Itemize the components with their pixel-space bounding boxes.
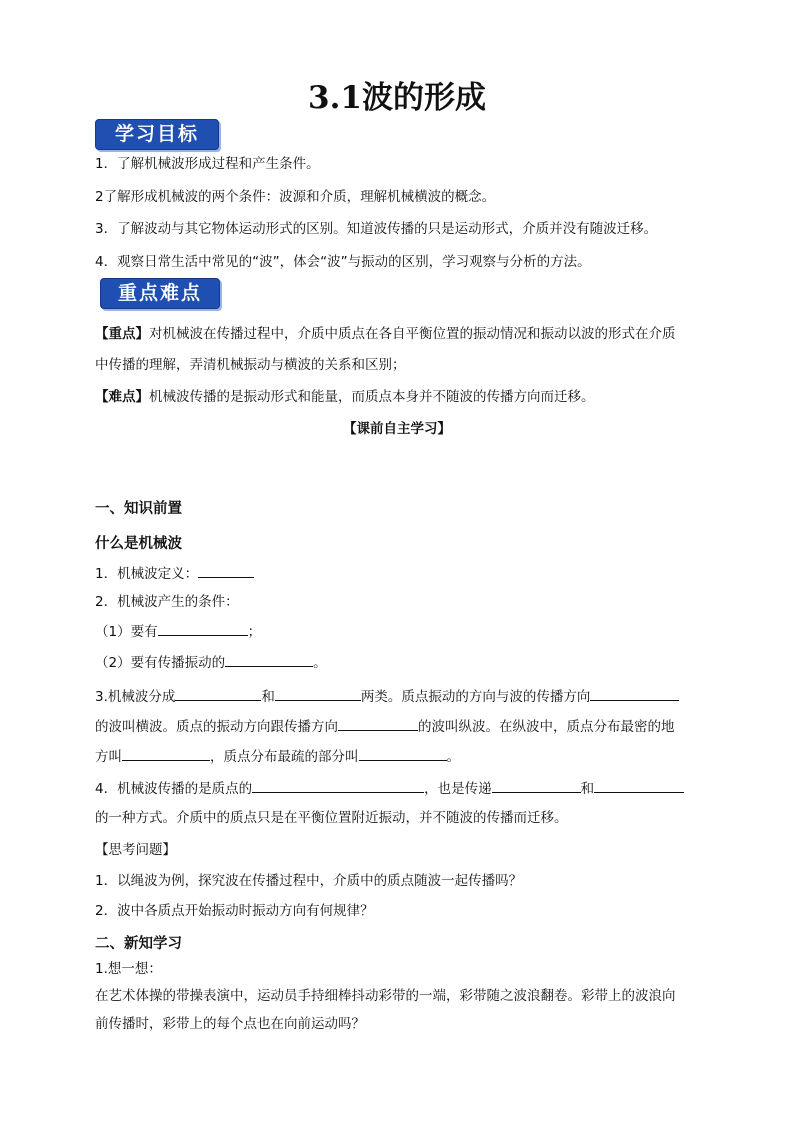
q3-blank-1 xyxy=(175,686,261,701)
objective-4: 4．观察日常生活中常见的“波”，体会“波”与振动的区别，学习观察与分析的方法。 xyxy=(95,254,591,270)
difficulty-text: 机械波传播的是振动形式和能量，而质点本身并不随波的传播方向而迁移。 xyxy=(149,389,595,405)
focus-line-2: 中传播的理解，弄清机械振动与横波的关系和区别； xyxy=(95,357,406,373)
focus-label: 【重点】 xyxy=(95,326,149,342)
q3-text-a: 3.机械波分成 xyxy=(95,689,176,705)
difficulty-line xyxy=(95,387,595,407)
focus-line-1 xyxy=(95,324,676,344)
q4-text-a: 4．机械波传播的是质点的 xyxy=(95,781,253,797)
keypoints-badge: 重点难点 xyxy=(100,278,220,309)
q3-blank-5 xyxy=(122,746,210,761)
q3-text-d: 的波叫横波。质点的振动方向跟传播方向 xyxy=(95,719,338,735)
q2a-text: （1）要有 xyxy=(95,624,158,640)
q3-text-f: 方叫 xyxy=(95,749,122,765)
q4-blank-2 xyxy=(492,778,581,793)
q2a-line xyxy=(95,621,261,642)
part1-subheading: 什么是机械波 xyxy=(95,536,182,552)
focus-text: 对机械波在传播过程中，介质中质点在各自平衡位置的振动情况和振动以波的形式在介质 xyxy=(149,326,676,342)
part1-heading: 一、知识前置 xyxy=(95,501,182,517)
q4-blank-3 xyxy=(594,778,684,793)
q4-text-b: ，也是传递 xyxy=(424,781,492,797)
q4-text-c: 和 xyxy=(580,781,595,797)
section-center-heading: 【课前自主学习】 xyxy=(343,421,451,437)
q2a-blank xyxy=(158,621,248,636)
think-question-1: 1．以绳波为例，探究波在传播过程中，介质中的质点随波一起传播吗？ xyxy=(95,873,523,889)
part2-heading: 二、新知学习 xyxy=(95,936,182,952)
q3-text-g: ，质点分布最疏的部分叫 xyxy=(210,749,359,765)
q2-line: 2．机械波产生的条件： xyxy=(95,594,239,610)
objective-2: 2了解形成机械波的两个条件：波源和介质，理解机械横波的概念。 xyxy=(95,189,496,205)
q3-blank-3 xyxy=(590,686,679,701)
q2b-line xyxy=(95,652,327,673)
q2b-end: 。 xyxy=(313,655,327,671)
q4-line-2: 的一种方式。介质中的质点只是在平衡位置附近振动，并不随波的传播而迁移。 xyxy=(95,810,568,826)
difficulty-label: 【难点】 xyxy=(95,389,149,405)
q1-blank xyxy=(198,563,254,578)
think-label: 【思考问题】 xyxy=(95,842,176,858)
objective-1: 1．了解机械波形成过程和产生条件。 xyxy=(95,156,320,172)
q2b-blank xyxy=(225,652,313,667)
q1-text: 1．机械波定义： xyxy=(95,566,199,582)
q3-blank-2 xyxy=(275,686,361,701)
q1-line xyxy=(95,563,254,584)
q4-line-1 xyxy=(95,778,684,799)
q3-text-b: 和 xyxy=(261,689,275,705)
q3-line-1 xyxy=(95,686,679,707)
q3-text-e: 的波叫纵波。在纵波中，质点分布最密的地 xyxy=(418,719,675,735)
part2-paragraph-line-2: 前传播时，彩带上的每个点也在向前运动吗？ xyxy=(95,1016,365,1032)
objective-3: 3．了解波动与其它物体运动形式的区别。知道波传播的只是运动形式，介质并没有随波迁移。 xyxy=(95,221,658,237)
q3-line-3 xyxy=(95,746,460,767)
part2-paragraph-line-1: 在艺术体操的带操表演中，运动员手持细棒抖动彩带的一端，彩带随之波浪翻卷。彩带上的波浪向 xyxy=(95,988,676,1004)
q3-line-2 xyxy=(95,716,675,737)
objectives-badge: 学习目标 xyxy=(95,119,219,150)
q2a-end: ； xyxy=(247,624,262,640)
q3-text-h: 。 xyxy=(446,749,460,765)
q4-blank-1 xyxy=(252,778,424,793)
q3-text-c: 两类。质点振动的方向与波的传播方向 xyxy=(360,689,591,705)
q2b-text: （2）要有传播振动的 xyxy=(95,655,226,671)
page-title: 3.1波的形成 xyxy=(308,80,486,116)
q3-blank-6 xyxy=(359,746,447,761)
q3-blank-4 xyxy=(338,716,418,731)
think-question-2: 2．波中各质点开始振动时振动方向有何规律？ xyxy=(95,903,374,919)
part2-item-1: 1.想一想： xyxy=(95,961,162,977)
